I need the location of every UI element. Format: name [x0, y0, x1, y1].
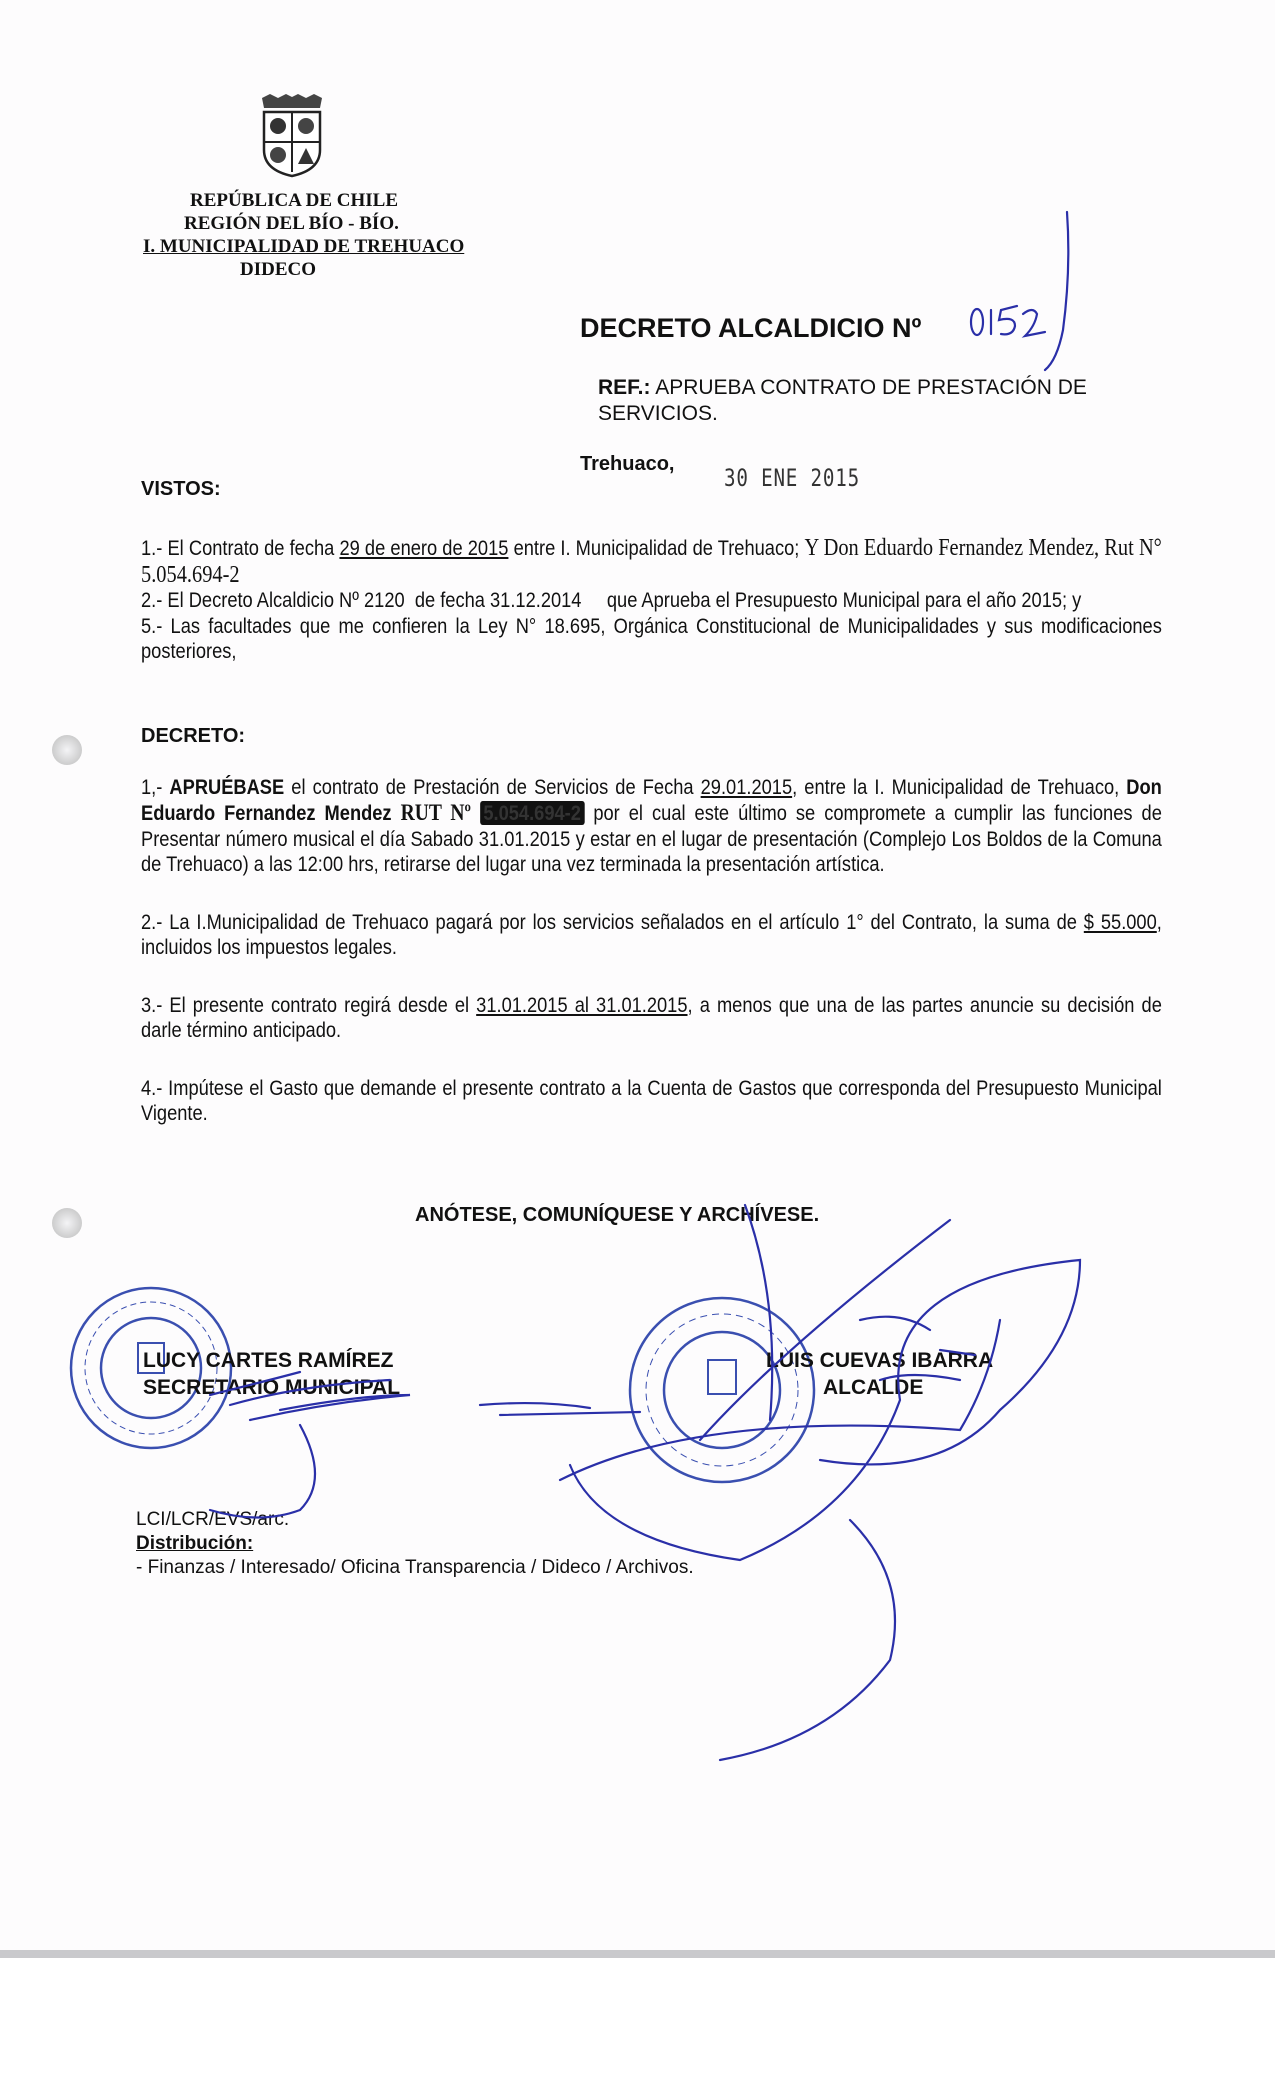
text: 2.- La I.Municipalidad de Trehuaco pagará por los servicios señalados en el artículo 1° del Contrato, la suma de: [141, 909, 1084, 934]
vistos-heading: VISTOS:: [141, 478, 221, 500]
contractor-name: Don Eduardo Fernandez Mendez: [141, 774, 1162, 825]
decreto-article-3: [141, 993, 1162, 1044]
text: 3.- El presente contrato regirá desde el: [141, 992, 477, 1017]
secretary-name: LUCY CARTES RAMÍREZ: [143, 1348, 394, 1372]
vistos-item-5: 5.- Las facultades que me confieren la Ley N° 18.695, Orgánica Constitucional de Municipalidades y sus modificaciones posteriores,: [141, 613, 1162, 663]
reference-initials: LCI/LCR/EVS/arc.: [136, 1508, 290, 1530]
decreto-heading: DECRETO:: [141, 724, 246, 747]
decreto-article-4: [141, 1076, 1162, 1127]
vistos-item-2: 2.- El Decreto Alcaldicio Nº 2120 de fecha 31.12.2014 que Aprueba el Presupuesto Municipal para el año 2015; y: [141, 588, 1082, 612]
date-stamp: 30 ENE 2015: [724, 464, 860, 492]
distribution-list: - Finanzas / Interesado/ Oficina Transparencia / Dideco / Archivos.: [136, 1556, 694, 1578]
approval-keyword: APRUÉBASE: [169, 774, 285, 799]
decreto-article-1: [141, 775, 1162, 878]
mayor-name: LUIS CUEVAS IBARRA: [766, 1348, 994, 1372]
text: por el cual este último se compromete a cumplir las funciones de Presentar número musical el día Sabado 31.01.2015 y estar en el lugar de presentación (Complejo Los Boldos de la Comuna de Trehuaco) a las 12:00 hrs, retirarse del lugar una vez terminada la presentación artística.: [141, 801, 1162, 876]
header-region: REGIÓN DEL BÍO - BÍO.: [184, 213, 399, 234]
header-republic: REPÚBLICA DE CHILE: [190, 190, 398, 211]
decreto-article-2: [141, 910, 1162, 961]
coat-of-arms-logo: [256, 92, 328, 178]
text: , a menos que una de las partes anuncie su decisión de darle término anticipado.: [141, 992, 1162, 1042]
vistos-item-1: [141, 535, 1162, 588]
distribution-label: Distribución:: [136, 1532, 254, 1554]
header-municipality: I. MUNICIPALIDAD DE TREHUACO: [143, 236, 465, 257]
ref-label: REF.:: [598, 376, 651, 399]
decree-title: DECRETO ALCALDICIO Nº: [580, 313, 922, 343]
scan-edge: [0, 1950, 1275, 1958]
payment-amount: $ 55.000: [1083, 909, 1157, 934]
header-department: DIDECO: [240, 259, 317, 280]
text: , entre la I. Municipalidad de Trehuaco,: [792, 774, 1127, 799]
signature-block: [0, 1348, 1275, 1408]
document-body: [0, 535, 1275, 1580]
footer: [136, 1508, 1275, 1580]
reference: [598, 375, 1168, 427]
text: entre I. Municipalidad de Trehuaco;: [508, 536, 805, 560]
contract-date: 29.01.2015: [700, 774, 793, 799]
text: 1,-: [141, 774, 170, 799]
mayor-title: ALCALDE: [823, 1375, 924, 1399]
vistos-section: [141, 535, 1162, 665]
redacted-rut: 5.054.694-2: [480, 801, 584, 825]
ref-text: APRUEBA CONTRATO DE PRESTACIÓN DE SERVICIOS.: [598, 376, 1087, 425]
closing-formula: ANÓTESE, COMUNÍQUESE Y ARCHÍVESE.: [415, 1203, 820, 1226]
rut-label: RUT Nº: [400, 800, 471, 825]
text: , incluidos los impuestos legales.: [141, 909, 1162, 959]
text: 4.- Impútese el Gasto que demande el presente contrato a la Cuenta de Gastos que corresponda del Presupuesto Municipal Vigente.: [141, 1075, 1162, 1125]
contractor-info: Y Don Eduardo Fernandez Mendez, Rut N° 5.054.694-2: [141, 535, 1162, 588]
text: 1.- El Contrato de fecha: [141, 536, 340, 560]
place: Trehuaco,: [580, 453, 675, 475]
validity-range: 31.01.2015 al 31.01.2015: [476, 992, 688, 1017]
secretary-title: SECRETARIO MUNICIPAL: [143, 1375, 401, 1399]
handwritten-decree-number: [965, 210, 1075, 380]
contract-date: 29 de enero de 2015: [339, 536, 509, 560]
text: el contrato de Prestación de Servicios de Fecha: [284, 774, 701, 799]
